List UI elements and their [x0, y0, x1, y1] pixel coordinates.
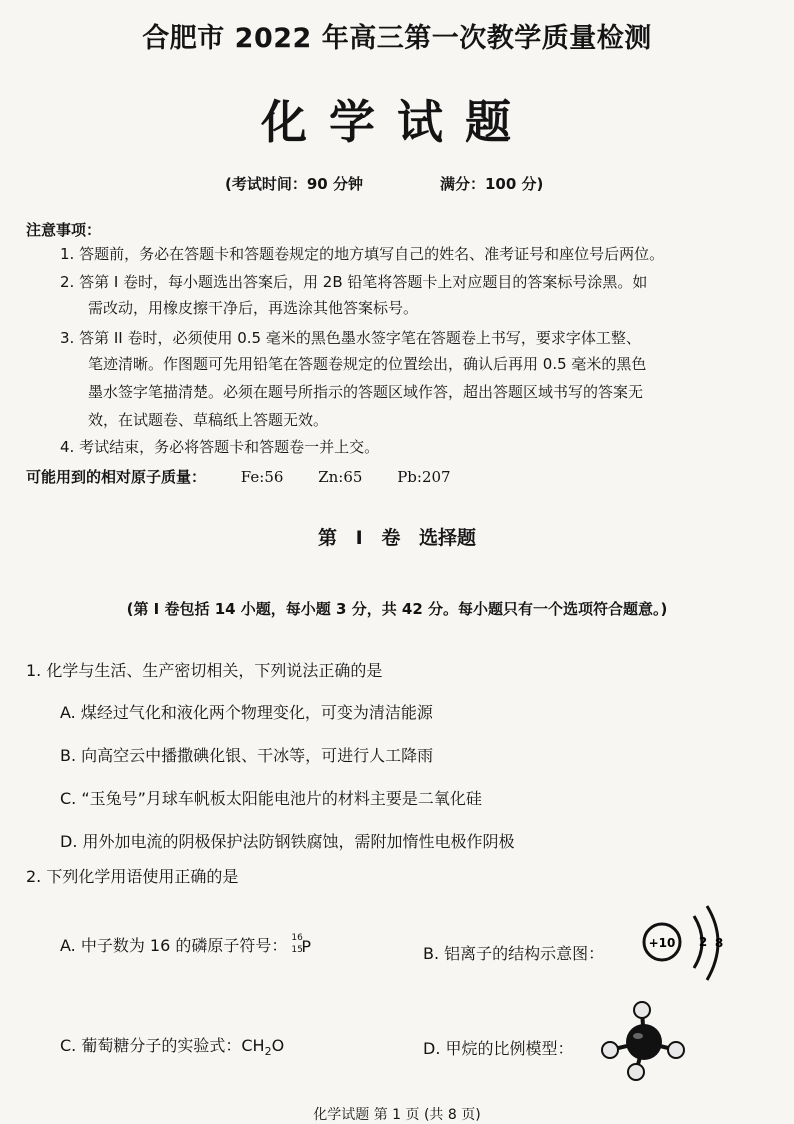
question-1-option-b: B. 向高空云中播撒碘化银、干冰等，可进行人工降雨 [60, 746, 434, 765]
page-footer: 化学试题 第 1 页 (共 8 页) [313, 1107, 481, 1123]
formula-end: O [271, 1036, 285, 1055]
notice-line: 墨水签字笔描清楚。必须在题号所指示的答题区域作答，超出答题区域书写的答案无 [88, 383, 644, 401]
exam-time-info: (考试时间：90 分钟 [225, 175, 363, 193]
question-2-stem: 2. 下列化学用语使用正确的是 [26, 867, 239, 886]
isotope-element-symbol: P [301, 936, 312, 956]
shell-1-electrons: 2 [698, 935, 708, 949]
hydrogen-atom [628, 1064, 644, 1080]
atomic-mass-fe: Fe:56 [240, 468, 284, 486]
question-1-option-c: C. “玉兔号”月球车帆板太阳能电池片的材料主要是二氧化硅 [60, 789, 482, 808]
question-2-option-c [60, 1033, 284, 1058]
exam-score-info: 满分：100 分) [440, 175, 544, 193]
formula-main: CH [241, 1036, 265, 1055]
question-1-option-a: A. 煤经过气化和液化两个物理变化，可变为清洁能源 [60, 703, 433, 722]
notice-line: 4. 考试结束，务必将答题卡和答题卷一并上交。 [60, 438, 380, 456]
nucleus-charge: +10 [648, 936, 676, 950]
formula-subscript: 2 [264, 1045, 272, 1059]
notice-line: 需改动，用橡皮擦干净后，再选涂其他答案标号。 [88, 299, 419, 317]
atomic-mass-label: 可能用到的相对原子质量： [26, 468, 207, 486]
methane-space-filling-model [596, 998, 690, 1084]
section-note: (第 I 卷包括 14 小题，每小题 3 分，共 42 分。每小题只有一个选项符合题意。) [126, 600, 668, 618]
notice-line: 1. 答题前，务必在答题卡和答题卷规定的地方填写自己的姓名、准考证号和座位号后两位。 [60, 245, 665, 263]
question-2-option-b-text: B. 铝离子的结构示意图： [423, 944, 605, 963]
notice-line: 效，在试题卷、草稿纸上答题无效。 [88, 411, 329, 429]
atomic-mass-line [26, 466, 451, 487]
question-2-option-c-text: C. 葡萄糖分子的实验式： [60, 1036, 242, 1055]
notice-line: 笔迹清晰。作图题可先用铅笔在答题卷规定的位置绘出，确认后再用 0.5 毫米的黑色 [88, 355, 647, 373]
exam-title: 合肥市 2022 年高三第一次教学质量检测 [142, 23, 652, 54]
atomic-mass-pb: Pb:207 [397, 468, 451, 486]
notice-line: 2. 答第 I 卷时，每小题选出答案后，用 2B 铅笔将答题卡上对应题目的答案标号涂黑。如 [60, 273, 648, 291]
glucose-empirical-formula [241, 1036, 285, 1059]
isotope-mass-number: 16 [291, 932, 303, 943]
question-2-option-d-text: D. 甲烷的比例模型： [423, 1039, 574, 1058]
atomic-mass-zn: Zn:65 [318, 468, 363, 486]
question-2-option-a [60, 933, 315, 957]
hydrogen-atom [634, 1002, 650, 1018]
isotope-atomic-number: 15 [291, 944, 303, 955]
section-title: 第 I 卷 选择题 [318, 527, 476, 549]
phosphorus-isotope-symbol [287, 932, 315, 957]
subject-title: 化学试题 [261, 95, 533, 149]
shell-2-electrons: 8 [714, 936, 724, 950]
notice-heading: 注意事项： [26, 221, 102, 239]
carbon-atom [626, 1024, 662, 1060]
question-1-stem: 1. 化学与生活、生产密切相关，下列说法正确的是 [26, 661, 383, 680]
question-1-option-d: D. 用外加电流的阴极保护法防钢铁腐蚀，需附加惰性电极作阴极 [60, 832, 515, 851]
hydrogen-atom [668, 1042, 684, 1058]
question-2-option-a-text: A. 中子数为 16 的磷原子符号： [60, 936, 288, 955]
notice-line: 3. 答第 II 卷时，必须使用 0.5 毫米的黑色墨水签字笔在答题卷上书写，要求字体工整、 [60, 329, 641, 347]
ion-structure-diagram [630, 905, 730, 995]
hydrogen-atom [602, 1042, 618, 1058]
